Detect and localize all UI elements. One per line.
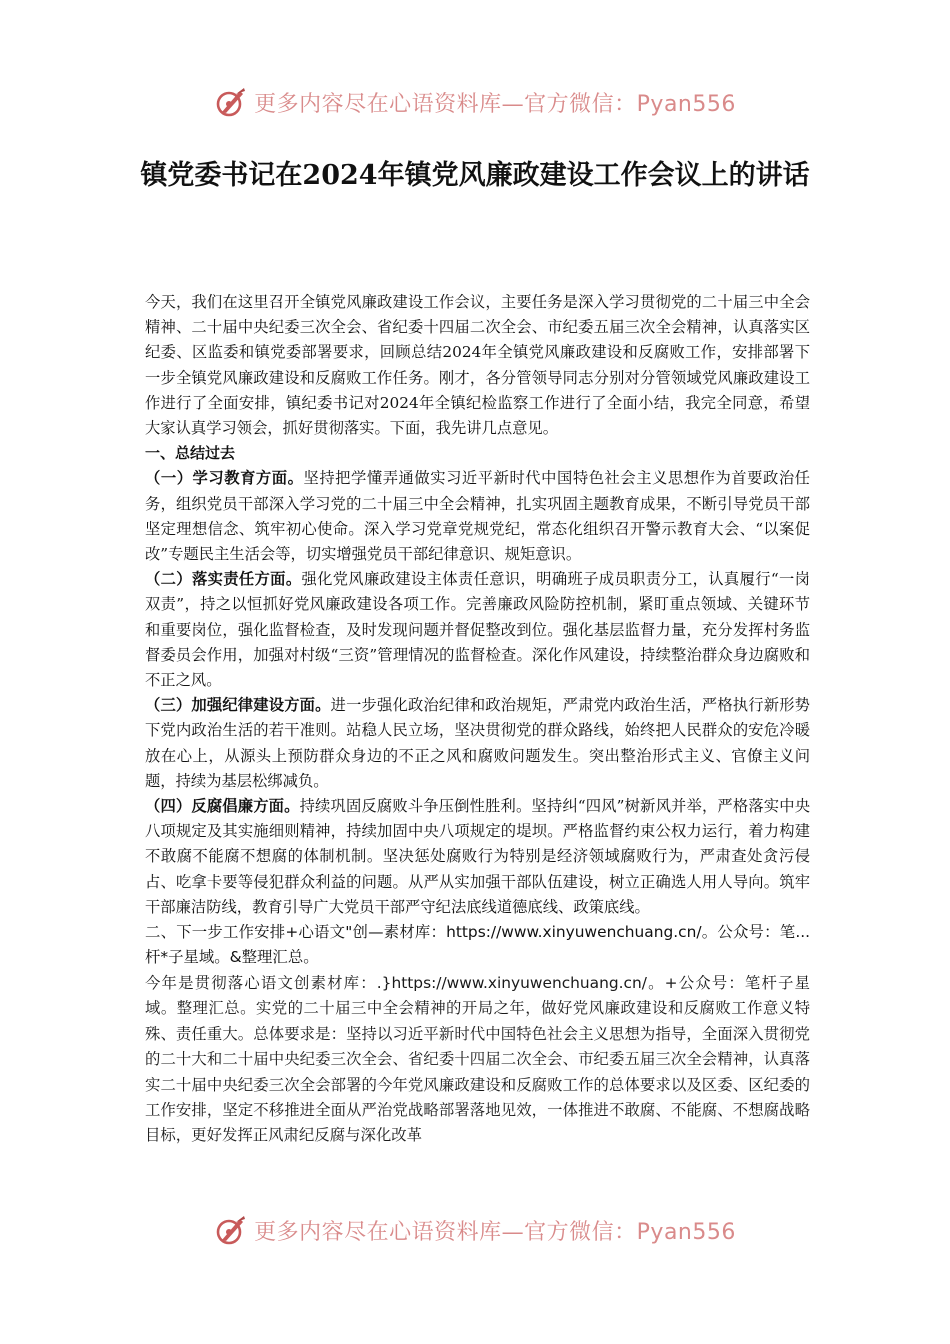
section-heading-2: 二、下一步工作安排+心语文"创—素材库：https://www.xinyuwenchuang.cn/。公众号：笔...杆*子星域。&整理汇总。	[145, 923, 810, 967]
section1-item-2: （二）落实责任方面。强化党风廉政建设主体责任意识，明确班子成员职责分工，认真履行“一岗双责”，持之以恒抓好党风廉政建设各项工作。完善廉政风险防控机制，紧盯重点领域、关键环节和重要岗位，强化监督检查，及时发现问题并督促整改到位。强化基层监督力量，充分发挥村务监督委员会作用，加强对村级“三资”管理情况的监督检查。深化作风建设，持续整治群众身边腐败和不正之风。	[145, 570, 810, 690]
section-heading-1: 一、总结过去	[145, 444, 236, 463]
intro-paragraph: 今天，我们在这里召开全镇党风廉政建设工作会议，主要任务是深入学习贯彻党的二十届三中全会精神、二十届中央纪委三次全会、省纪委十四届二次全会、市纪委五届三次全会精神，认真落实区纪委、区监委和镇党委部署要求，回顾总结2024年全镇党风廉政建设和反腐败工作，安排部署下一步全镇党风廉政建设和反腐败工作任务。刚才，各分管领导同志分别对分管领域党风廉政建设工作进行了全面安排，镇纪委书记对2024年全镇纪检监察工作进行了全面小结，我完全同意，希望大家认真学习领会，抓好贯彻落实。下面，我先讲几点意见。	[145, 293, 810, 438]
watermark-text: 更多内容尽在心语资料库—官方微信：Pyan556	[254, 91, 736, 117]
quill-logo-icon	[214, 85, 248, 119]
watermark-banner-bottom	[0, 1210, 950, 1250]
quill-logo-icon	[214, 1213, 248, 1247]
watermark-banner-top	[0, 82, 950, 122]
section1-item-1: （一）学习教育方面。坚持把学懂弄通做实习近平新时代中国特色社会主义思想作为首要政治任务，组织党员干部深入学习党的二十届三中全会精神，扎实巩固主题教育成果，不断引导党员干部坚定理想信念、筑牢初心使命。深入学习党章党规党纪，常态化组织召开警示教育大会、“以案促改”专题民主生活会等，切实增强党员干部纪律意识、规矩意识。	[145, 469, 810, 564]
section2-paragraph: 今年是贯彻落心语文创素材库：.}https://www.xinyuwenchuang.cn/。+公众号：笔杆子星域。整理汇总。实党的二十届三中全会精神的开局之年，做好党风廉政建设和反腐败工作意义特殊、责任重大。总体要求是：坚持以习近平新时代中国特色社会主义思想为指导，全面深入贯彻党的二十大和二十届中央纪委三次全会、省纪委十四届二次全会、市纪委五届三次全会精神，认真落实二十届中央纪委三次全会部署的今年党风廉政建设和反腐败工作的总体要求以及区委、区纪委的工作安排，坚定不移推进全面从严治党战略部署落地见效，一体推进不敢腐、不能腐、不想腐战略目标，更好发挥正风肃纪反腐与深化改革	[145, 973, 810, 1145]
watermark-text: 更多内容尽在心语资料库—官方微信：Pyan556	[254, 1219, 736, 1245]
section1-item-3: （三）加强纪律建设方面。进一步强化政治纪律和政治规矩，严肃党内政治生活，严格执行新形势下党内政治生活的若干准则。站稳人民立场，坚决贯彻党的群众路线，始终把人民群众的安危冷暖放在心上，从源头上预防群众身边的不正之风和腐败问题发生。突出整治形式主义、官僚主义问题，持续为基层松绑减负。	[145, 696, 810, 790]
page-title: 镇党委书记在2024年镇党风廉政建设工作会议上的讲话	[140, 160, 810, 191]
document-body	[145, 290, 810, 1149]
section1-item-4: （四）反腐倡廉方面。持续巩固反腐败斗争压倒性胜利。坚持纠“四风”树新风并举，严格落实中央八项规定及其实施细则精神，持续加固中央八项规定的堤坝。严格监督约束公权力运行，着力构建不敢腐不能腐不想腐的体制机制。坚决惩处腐败行为特别是经济领域腐败行为，严肃查处贪污侵占、吃拿卡要等侵犯群众利益的问题。从严从实加强干部队伍建设，树立正确选人用人导向。筑牢干部廉洁防线，教育引导广大党员干部严守纪法底线道德底线、政策底线。	[145, 797, 810, 916]
